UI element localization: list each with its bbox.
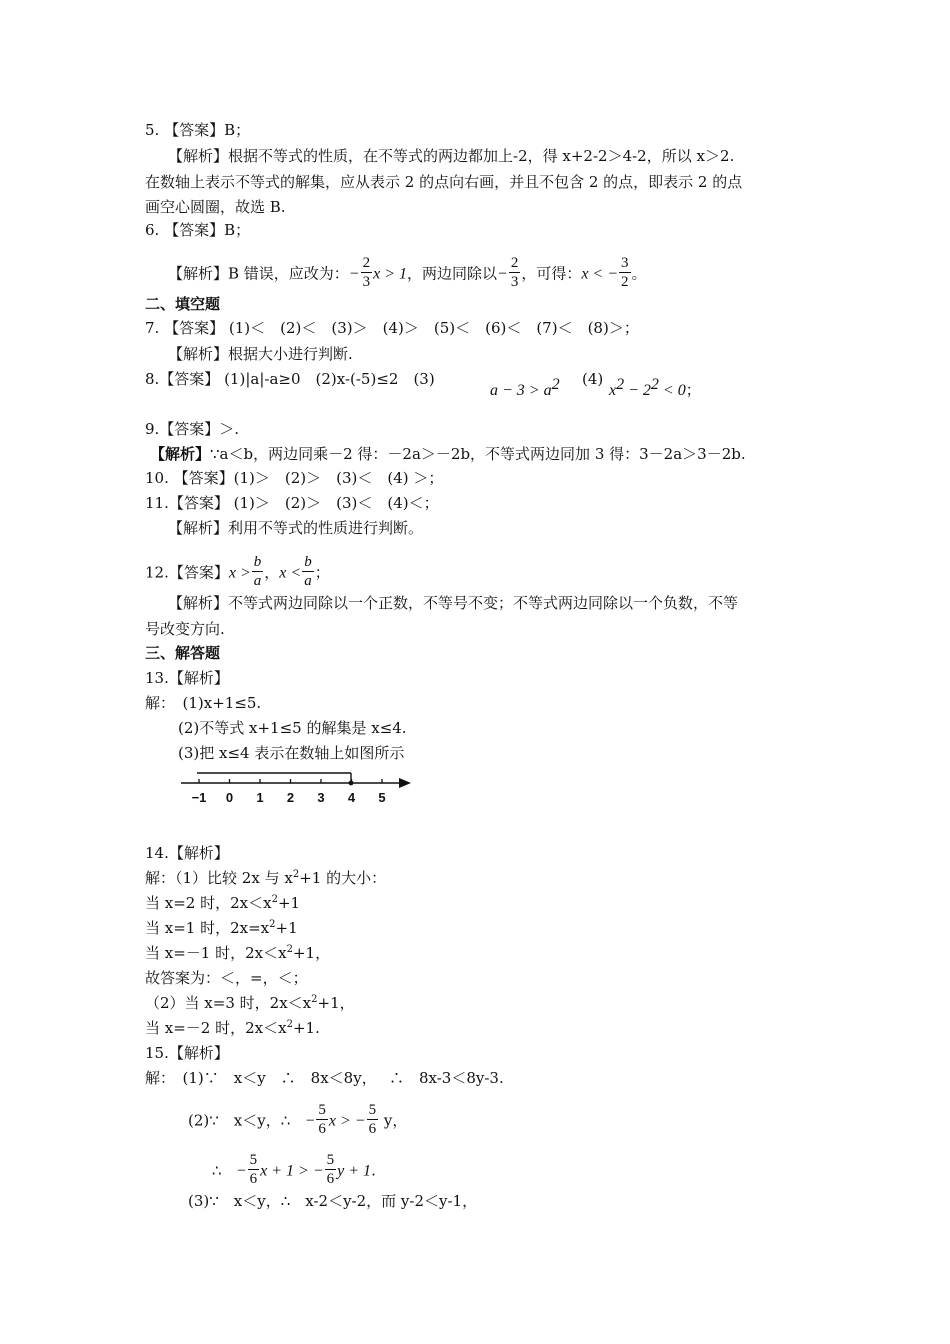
q5-explanation-line1: 【解析】根据不等式的性质，在不等式的两边都加上-2，得 x+2-2＞4-2，所以 x＞2. — [168, 147, 735, 165]
number-line-tick-label: 1 — [256, 790, 264, 805]
q15-line3-inequality: x + 1 > − — [260, 1162, 324, 1180]
q14-line7-b: +1. — [292, 1019, 320, 1037]
q13-line3: (3)把 x≤4 表示在数轴上如图所示 — [178, 744, 405, 762]
q14-line2-sup: 2 — [271, 894, 278, 905]
q12-explanation-line1: 【解析】不等式两边同除以一个正数，不等号不变；不等式两边同除以一个负数，不等 — [168, 594, 739, 612]
q15-line3-f1-num: 5 — [249, 1152, 258, 1168]
q14-line1-b: +1 的大小： — [299, 869, 387, 887]
q15-line3-f2-num: 5 — [326, 1152, 335, 1168]
q6-fraction-2-num: 2 — [510, 255, 519, 271]
section-heading-solutions: 三、解答题 — [145, 644, 221, 662]
q15-line3-fraction-2 — [325, 1151, 337, 1188]
q14-line2-a: 当 x=2 时，2x＜x — [145, 894, 272, 912]
number-line-figure — [175, 762, 415, 808]
q5-answer: 5. 【答案】B； — [145, 121, 251, 139]
q6-math-minus: − — [348, 265, 360, 283]
q8-math-3-sup: 2 — [551, 376, 560, 393]
q11-answer: 11.【答案】 (1)＞ (2)＞ (3)＜ (4)＜； — [145, 494, 439, 512]
q14-line4-sup: 2 — [286, 944, 293, 955]
q15-line2-fraction-1 — [316, 1101, 328, 1138]
q6-fraction-1-num: 2 — [362, 255, 371, 271]
q15-line3-b: . — [371, 1161, 376, 1180]
q13-line1: 解： (1)x+1≤5. — [145, 694, 262, 712]
q14-line4-a: 当 x=－1 时，2x＜x — [145, 944, 287, 962]
q6-expl-text-a: 【解析】B 错误，应改为： — [168, 264, 349, 283]
q12-fraction-1-den: a — [253, 573, 262, 589]
q15-line2-fraction-2 — [367, 1101, 379, 1138]
q8-end: ； — [685, 381, 701, 399]
q14-line1 — [145, 868, 386, 888]
q12-answer — [145, 555, 330, 592]
q8-math-3-expr: a − 3 > a — [490, 382, 552, 399]
q6-fraction-3-num: 3 — [621, 255, 629, 271]
q15-line2-b: y， — [379, 1111, 408, 1130]
q12-fraction-2 — [302, 553, 314, 590]
q15-line3-y-plus-1: y + 1 — [337, 1162, 372, 1180]
q15-title: 15.【解析】 — [145, 1044, 229, 1062]
q7-explanation: 【解析】根据大小进行判断. — [168, 345, 353, 363]
q12-math-1: x > — [228, 564, 251, 582]
q10-answer: 10. 【答案】(1)＞ (2)＞ (3)＜ (4) ＞； — [145, 469, 444, 487]
q14-line2-b: +1 — [277, 894, 301, 912]
q15-line2-inequality: x > − — [328, 1112, 366, 1130]
q6-expl-text-c: ，可得： — [521, 264, 582, 283]
q15-line3-f1-den: 6 — [249, 1171, 258, 1187]
q12-math-2: x < — [279, 564, 302, 582]
q6-fraction-2 — [509, 254, 521, 291]
q14-line6-a: （2）当 x=3 时，2x＜x — [145, 994, 312, 1012]
q9-expl-label: 【解析】 — [150, 445, 211, 463]
q14-line1-a: 解：（1）比较 2x 与 x — [145, 869, 293, 887]
number-line-tick-label: −1 — [191, 790, 207, 805]
q12-end: ； — [314, 563, 330, 582]
q12-explanation-line2: 号改变方向. — [145, 620, 225, 638]
q14-line7-a: 当 x=－2 时，2x＜x — [145, 1019, 287, 1037]
q9-expl-text: ∵a＜b，两边同乘－2 得：－2a＞－2b，不等式两边同加 3 得：3－2a＞3－2b. — [210, 445, 746, 463]
q6-fraction-3-den: 2 — [621, 274, 629, 290]
q6-math-minus-2: − — [497, 265, 508, 283]
q9-explanation — [150, 444, 746, 464]
q8-answer — [145, 369, 435, 389]
q6-math-result: x < − — [581, 265, 619, 283]
number-line-arrow-icon — [399, 778, 411, 788]
q14-line3-sup: 2 — [269, 919, 276, 930]
q15-line1: 解： (1)∵ x＜y ∴ 8x＜8y， ∴ 8x-3＜8y-3. — [145, 1069, 504, 1087]
q14-line3-b: +1 — [275, 919, 298, 937]
q14-line6 — [145, 993, 355, 1013]
q8-answer-text: 8.【答案】 (1)|a|-a≥0 (2)x-(-5)≤2 (3) — [145, 370, 435, 388]
q14-line3 — [145, 918, 298, 938]
q6-math-inequality-1: x > 1 — [373, 265, 407, 283]
q5-explanation-line2: 在数轴上表示不等式的解集，应从表示 2 的点向右画，并且不包含 2 的点，即表示 2 的点 — [145, 173, 743, 191]
q15-line2-f1-num: 5 — [318, 1102, 326, 1118]
q6-fraction-1 — [361, 254, 373, 291]
q15-line2-f2-den: 6 — [368, 1121, 377, 1137]
q6-answer: 6. 【答案】B； — [145, 221, 251, 239]
q12-sep: ， — [264, 563, 280, 582]
q6-fraction-2-den: 3 — [510, 274, 519, 290]
q6-fraction-1-den: 3 — [362, 274, 371, 290]
q15-line2-f1-den: 6 — [318, 1121, 326, 1137]
q15-line4: (3)∵ x＜y，∴ x-2＜y-2，而 y-2＜y-1， — [188, 1192, 478, 1210]
section-heading-fill-in: 二、填空题 — [145, 295, 221, 313]
number-line-tick-label: 4 — [347, 790, 356, 805]
number-line-tick-label: 3 — [317, 790, 325, 805]
q15-line3-f2-den: 6 — [326, 1171, 335, 1187]
q6-expl-text-d: 。 — [631, 264, 647, 283]
number-line-tick-label: 0 — [225, 790, 234, 805]
q11-explanation: 【解析】利用不等式的性质进行判断。 — [168, 519, 424, 537]
q8-math-4-c: < 0 — [658, 382, 686, 399]
q14-line3-a: 当 x=1 时，2x=x — [145, 919, 270, 937]
q15-line3-a: ∴ — [212, 1161, 222, 1180]
q15-line2-minus: − — [304, 1112, 316, 1130]
q15-line3 — [212, 1153, 376, 1190]
q6-explanation — [168, 256, 647, 293]
q15-line3-fraction-1 — [248, 1151, 260, 1188]
q14-line5: 故答案为：＜，=，＜； — [145, 969, 308, 987]
q14-line2 — [145, 893, 300, 913]
q12-fraction-2-den: a — [304, 573, 312, 589]
q12-fraction-2-num: b — [304, 554, 312, 570]
q14-line6-sup: 2 — [311, 994, 318, 1005]
q8-math-3 — [490, 376, 560, 401]
q6-expl-text-b: ，两边同除以 — [407, 264, 498, 283]
q12-fraction-1 — [252, 553, 264, 590]
number-line-tick-label: 5 — [378, 790, 386, 805]
q15-line3-minus: − — [235, 1162, 247, 1180]
q13-line2: (2)不等式 x+1≤5 的解集是 x≤4. — [178, 719, 407, 737]
q13-title: 13.【解析】 — [145, 669, 229, 687]
q9-answer: 9.【答案】＞. — [145, 420, 240, 438]
q14-title: 14.【解析】 — [145, 844, 229, 862]
q7-answer: 7. 【答案】 (1)＜ (2)＜ (3)＞ (4)＞ (5)＜ (6)＜ (7)＜ (8)＞； — [145, 319, 639, 337]
q14-line7 — [145, 1018, 320, 1038]
q8-math-4-sup1: 2 — [616, 376, 625, 393]
q14-line6-b: +1， — [317, 994, 355, 1012]
q12-fraction-1-num: b — [253, 554, 262, 570]
q5-explanation-line3: 画空心圆圈，故选 B. — [145, 198, 286, 216]
q15-line2-a: (2)∵ x＜y，∴ — [188, 1111, 291, 1130]
q15-line2 — [188, 1103, 407, 1140]
q8-math-4-b: − 2 — [624, 382, 651, 399]
q14-line4 — [145, 943, 330, 963]
q8-label-4: (4) — [582, 370, 604, 388]
q8-math-4-sup2: 2 — [650, 376, 659, 393]
q6-fraction-3 — [619, 254, 631, 291]
q14-line1-sup: 2 — [292, 869, 300, 880]
q15-line2-f2-num: 5 — [368, 1102, 377, 1118]
q8-math-4 — [609, 376, 701, 401]
q8-math-4-a: x — [609, 382, 617, 399]
q12-answer-text: 12.【答案】 — [145, 563, 229, 582]
q14-line4-b: +1， — [292, 944, 331, 962]
number-line-tick-label: 2 — [286, 790, 295, 805]
q14-line7-sup: 2 — [286, 1019, 293, 1030]
